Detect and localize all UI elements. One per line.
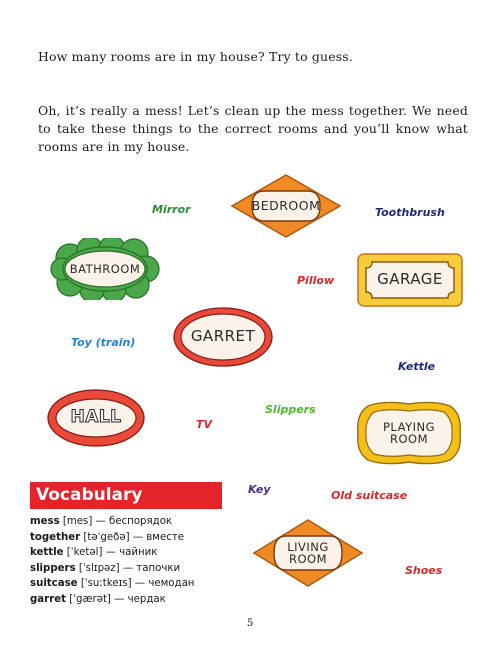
sign-playing-room-label [354, 400, 464, 466]
vocab-item [30, 545, 230, 561]
thing-toy-train: Toy (train) [71, 336, 136, 349]
sign-living-room-label [252, 518, 364, 588]
vocab-definition: [təˈgeðə] — вместе [80, 531, 185, 543]
sign-hall-label: HALL [70, 407, 122, 428]
thing-old-suitcase: Old suitcase [331, 489, 408, 502]
vocab-item [30, 514, 230, 530]
sign-garret [172, 306, 274, 368]
sign-garage [356, 252, 464, 308]
sign-living-room-line1: LIVING [287, 539, 329, 554]
vocab-word: suitcase [30, 578, 78, 590]
vocab-item [30, 576, 230, 592]
sign-hall [46, 388, 146, 448]
page-number: 5 [246, 618, 254, 629]
thing-key: Key [248, 483, 271, 496]
thing-shoes: Shoes [405, 564, 443, 577]
vocab-definition: [mes] — беспорядок [59, 516, 173, 527]
vocabulary-heading: Vocabulary [30, 482, 222, 509]
vocab-word: mess [30, 516, 60, 527]
vocab-item [30, 561, 230, 577]
thing-kettle: Kettle [398, 360, 436, 373]
thing-mirror: Mirror [152, 203, 191, 216]
sign-bathroom [50, 238, 160, 300]
sign-garage-label: GARAGE [377, 270, 443, 289]
thing-slippers: Slippers [265, 403, 316, 416]
vocab-definition: [ˈsuːtkeɪs] — чемодан [77, 578, 195, 590]
thing-tv: TV [196, 418, 213, 431]
vocab-word: kettle [30, 547, 64, 559]
vocab-definition: [ˈslɪpəz] — тапочки [75, 562, 181, 574]
vocab-word: slippers [30, 562, 76, 574]
vocab-item [30, 530, 230, 546]
sign-playing-room-line1: PLAYING [382, 419, 435, 434]
sign-playing-room-line2: ROOM [389, 432, 429, 446]
thing-toothbrush: Toothbrush [375, 206, 445, 219]
sign-living-room [252, 518, 364, 588]
vocab-definition: [ˈketəl] — чайник [63, 547, 158, 559]
vocabulary-list [30, 514, 230, 608]
sign-garret-label: GARRET [190, 327, 256, 346]
sign-bedroom-label: BEDROOM [251, 198, 321, 214]
sign-living-room-line2: ROOM [288, 552, 328, 566]
intro-paragraph: Oh, it’s really a mess! Let’s clean up the mess together. We need to take these things to the correct rooms and you’ll know what rooms are in my house. [38, 103, 468, 154]
vocab-word: together [30, 531, 81, 543]
intro-question: How many rooms are in my house? Try to guess. [38, 49, 354, 64]
vocab-item [30, 592, 230, 608]
sign-bedroom [230, 173, 342, 239]
thing-pillow: Pillow [297, 274, 335, 287]
sign-bathroom-label: BATHROOM [69, 261, 141, 276]
vocab-word: garret [30, 593, 66, 605]
sign-playing-room [354, 400, 464, 466]
vocab-definition: [ˈgærət] — чердак [66, 593, 166, 605]
